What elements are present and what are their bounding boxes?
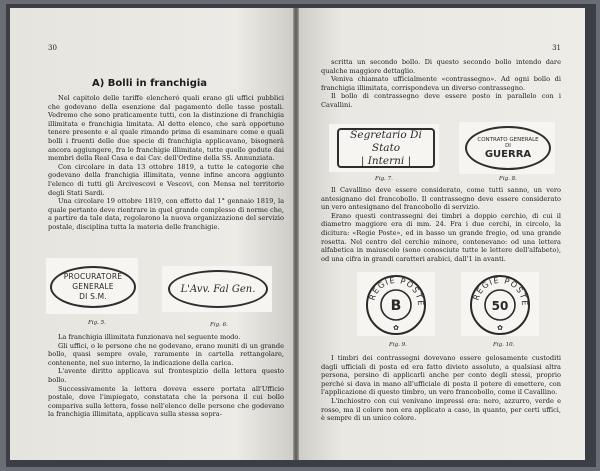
stamp-line: Segretario Di Stato <box>350 128 422 154</box>
stamp-main-text: GUERRA <box>484 148 532 160</box>
right-page <box>299 8 585 460</box>
body-text <box>48 94 284 232</box>
page-number: 31 <box>552 44 561 52</box>
body-text-lower <box>48 333 284 419</box>
body-text <box>321 58 561 110</box>
stamp-top-text-2: DI <box>505 142 511 149</box>
figure-7-stamp <box>337 128 435 168</box>
figure-6-stamp: L'Avv. Fal Gen. <box>168 270 268 308</box>
book-spread <box>6 4 596 467</box>
paragraph: L'avente diritto applicava sul frontespizio della lettera questo bollo. <box>48 367 284 384</box>
figure-7-caption: Fig. 7. <box>375 176 393 182</box>
left-page <box>10 8 293 460</box>
paragraph: Il bollo di contrassegno deve essere posto in parallelo con i Cavallini. <box>321 92 561 109</box>
figure-10-caption: Fig. 10. <box>493 342 515 348</box>
figure-10-stamp <box>469 274 531 336</box>
rosette-icon: ✿ <box>393 324 399 332</box>
paragraph: Veniva chiamato ufficialmente «contrassegno». Ad ogni bollo di franchigia illimitata, corrispondeva un diverso contrassegno. <box>321 75 561 92</box>
stamp-line: | Interni | <box>360 154 412 167</box>
body-text-mid <box>321 186 561 263</box>
figure-9-stamp <box>365 274 427 336</box>
center-letter: B <box>390 298 402 314</box>
figure-9-caption: Fig. 9. <box>389 342 407 348</box>
figure-8-caption: Fig. 8. <box>499 176 517 182</box>
paragraph: Il Cavallino deve essere considerato, come tutti sanno, un vero antesignano del francobollo. Il contrassegno deve essere considerato un vero antesignano del francobollo di servizio. <box>321 186 561 212</box>
rosette-icon: ✿ <box>497 324 503 332</box>
paragraph: Successivamente la lettera doveva essere portata all'Ufficio postale, dove l'impiegato, constatata che la persona il cui bollo compariva sulla lettera, fosse nell'elenco delle persone che godevano la franchigia illimitata, applicava sulla stessa sopra- <box>48 384 284 419</box>
stamp-top-text: CONTRATO GENERALE <box>477 136 539 143</box>
paragraph: Erano questi contrassegni dei timbri a doppio cerchio, di cui il diametro maggiore era di mm. 24. Fra i due cerchi, in circolo, la dicitura: «Regie Poste», ed in basso un grande fregio, od una grande rosetta. Nel centro del cerchio minore, contenevano: od una lettera alfabetica in maiuscolo (sono conosciute tutte le lettere dell'alfabeto), od una cifra in grandi caratteri arabici, dall'1 in avanti. <box>321 211 561 263</box>
paragraph: scritta un secondo bollo. Di questo secondo bollo intendo dare qualche maggiore dettaglio. <box>321 58 561 75</box>
stamp-line: PROCURATORE GENERALE <box>63 272 123 291</box>
stamp-line: DI S.M. <box>79 292 107 301</box>
paragraph: Gli uffici, o le persone che ne godevano, erano muniti di un grande bollo, quasi sempre ovale, raramente in cartella rettangolare, contenente, nel suo interno, la indicazione della carica. <box>48 341 284 367</box>
paragraph: La franchigia illimitata funzionava nel seguente modo. <box>58 333 241 341</box>
paragraph: Nel capitolo delle tariffe elencheró quali erano gli uffici pubblici che godevano della esenzione dal pagamento delle tasse postali. Vedremo che sono praticamente tutti, con la distinzione di franchigia illimitata e franchigia limitata. Al detto elenco, che sarà opportuno tenere presente e al quale rimando prima di esaminare come e quali bolli i fruenti delle due specie di franchigia applicavano, bisognerà ancora aggiungere, fra le franchigie illimitate, tutte quelle godute dai membri della Real Casa e dai Cav. dell'Ordine della SS. Annunziata. <box>48 94 284 163</box>
figure-5-caption: Fig. 5. <box>88 320 106 326</box>
body-text-lower <box>321 354 561 423</box>
page-number: 30 <box>48 44 57 52</box>
paragraph: Con circolare in data 13 ottobre 1819, a tutte le categorie che godevano della franchigia illimitata, venne infine ancora aggiunto l'elenco di tutti gli Arcivescovi e Vescovi, con Mensa nel territorio degli Stati Sardi. <box>48 162 284 197</box>
paragraph: L'inchiostro con cui venivano impressi era: nero, azzurro, verde e rosso, ma il colore non era applicato a caso, in quanto, per certi uffici, è sempre di un unico colore. <box>321 396 561 423</box>
section-heading: A) Bolli in franchigia <box>92 78 208 89</box>
ring-text: REGIE POSTE <box>471 275 530 307</box>
figure-6-caption: Fig. 6. <box>210 322 228 328</box>
ring-text: REGIE POSTE <box>367 275 426 307</box>
center-number: 50 <box>491 299 509 313</box>
figure-5-stamp <box>50 266 136 308</box>
paragraph: Una circolare 19 ottobre 1819, con effetto dal 1° gennaio 1819, la quale pertanto deve rientrare in quel grande complesso di norme che, a partire da tale data, regolarono la nuova organizzazione del servizio postale, disciplina tutta la materia delle franchigie. <box>48 197 284 231</box>
paragraph: I timbri dei contrassegni dovevano essere gelosamente custoditi dagli ufficiali di posta ed era fatto divieto assoluto, a qualsiasi altra persona, persino di applicarli anche per conto degli stessi, proprio perché si dava in mano all'ufficiale di posta il potere di emettere, con l'applicazione di questo timbro, un vero francobollo, come il Cavallino. <box>321 354 561 397</box>
figure-8-stamp <box>465 126 551 170</box>
